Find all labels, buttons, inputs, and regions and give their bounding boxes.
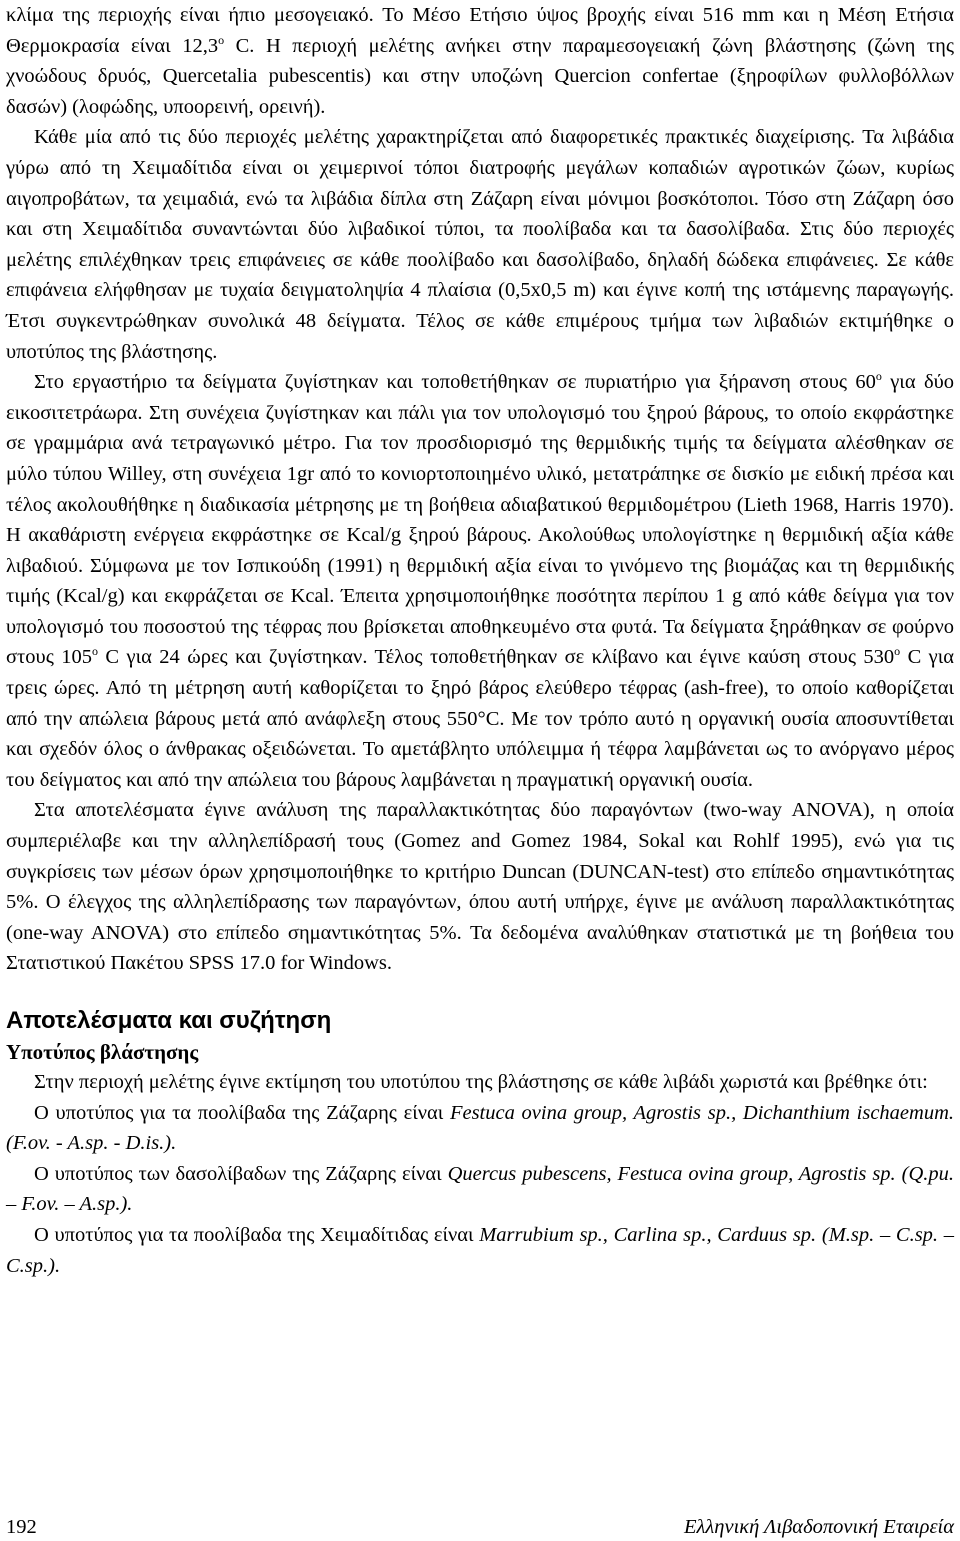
text: C για τρεις ώρες. Από τη μέτρηση αυτή καθορίζεται το ξηρό βάρος ελεύθερο τέφρας (ash-free), το οποίο καθορίζεται από την απώλεια βάρους μετά από ανάφλεξη στους 550°C. Με τον τρόπο αυτό η οργανική ουσία αποσυντίθεται και σχεδόν όλος ο άνθρακας οξειδώνεται. Το αμετάβλητο υπόλειμμα ή τέφρα λαμβάνεται ως το ανόργανο μέρος του δείγματος και από την απώλεια του βάρους λαμβάνεται η πραγματική οργανική ουσία. — [6, 646, 954, 791]
paragraph-results-intro: Στην περιοχή μελέτης έγινε εκτίμηση του υποτύπου της βλάστησης σε κάθε λιβάδι χωριστά και βρέθηκε ότι: — [34, 1071, 928, 1093]
degree-superscript: ο — [894, 644, 901, 659]
page-content — [6, 0, 954, 1281]
subtype-item — [6, 1220, 954, 1281]
text: C. Η περιοχή μελέτης ανήκει στην παραμεσογειακή ζώνη βλάστησης (ζώνη της χνοώδους δρυός, Quercetalia pubescentis) και στην υποζώνη Quercion confertae (ξηροφίλων φυλλοβόλλων δασών) (λοφώδης, υποορεινή, ορεινή). — [6, 34, 954, 118]
text: για δύο εικοσιτετράωρα. Στη συνέχεια ζυγίστηκαν και πάλι για τον υπολογισμό του ξηρού βάρους, το οποίο εκφράστηκε σε γραμμάρια ανά τετραγωνικό μέτρο. Για τον προσδιορισμό της θερμιδικής τιμής τα δείγματα αλέσθηκαν σε μύλο τύπου Willey, στη συνέχεια 1gr από το κονιορτοποιημένο υλικό, μετατράπηκε σε δισκίο με ειδική πρέσα και τέλος ακολουθήθηκε η διαδικασία μέτρησης με τη βοήθεια αδιαβατικού θερμιδομέτρου (Lieth 1968, Harris 1970). Η ακαθάριστη ενέργεια εκφράστηκε σε Kcal/g ξηρού βάρους. Ακολούθως υπολογίστηκε η θερμιδική αξία κάθε λιβαδιού. Σύμφωνα με τον Ισπικούδη (1991) η θερμιδική αξία είναι το γινόμενο της βιομάζας και τη θερμιδικής τιμής (Kcal/g) και εκφράζεται σε Kcal. Έπειτα χρησιμοποιήθηκε ποσότητα περίπου 1 g από κάθε δείγμα για τον υπολογισμό του ποσοστού της τέφρας που βρίσκεται αποθηκευμένο στα φυτά. Τα δείγματα ξηράθηκαν σε φούρνο στους 105 — [6, 371, 954, 669]
subtype-item — [6, 1098, 954, 1159]
text: Ο υποτύπος για τα ποολίβαδα της Χειμαδίτιδας είναι — [34, 1223, 480, 1246]
text: Ο υποτύπος για τα ποολίβαδα της Ζάζαρης είναι — [34, 1101, 450, 1124]
species-list: Festuca ovina group, Agrostis sp., Dichanthium ischaemum. (F.ov. - A.sp. - D.is.). — [6, 1101, 955, 1155]
text: Ο υποτύπος των δασολίβαδων της Ζάζαρης είναι — [34, 1162, 448, 1185]
section-gap — [6, 979, 954, 1005]
paragraph-management: Κάθε μία από τις δύο περιοχές μελέτης χαρακτηρίζεται από διαφορετικές πρακτικές διαχείρισης. Τα λιβάδια γύρω από τη Χειμαδίτιδα είναι οι χειμερινοί τόποι διατροφής μεγάλων κοπαδιών αγροτικών ζώων, κυρίως αιγοπροβάτων, τα χειμαδιά, ενώ τα λιβάδια δίπλα στη Ζάζαρη είναι μόνιμοι βοσκότοποι. Τόσο στη Ζάζαρη όσο και στη Χειμαδίτιδα συναντώνται δύο λιβαδικοί τύποι, τα ποολίβαδα και τα δασολίβαδα. Στις δύο περιοχές μελέτης επιλέχθηκαν τρεις επιφάνειες σε κάθε ποολίβαδο και δασολίβαδο, δηλαδή δώδεκα επιφάνειες. Σε κάθε επιφάνεια ελήφθησαν με τυχαία δειγματοληψία 4 πλαίσια (0,5x0,5 m) και έγινε κοπή της ιστάμενης παραγωγής. Έτσι συγκεντρώθηκαν συνολικά 48 δείγματα. Τέλος σε κάθε επιμέρους τμήμα των λιβαδιών εκτιμήθηκε ο υποτύπος της βλάστησης. — [6, 126, 954, 363]
text: C για 24 ώρες και ζυγίστηκαν. Τέλος τοποθετήθηκαν σε κλίβανο και έγινε καύση στους 530 — [98, 646, 895, 669]
paragraph-laboratory — [6, 367, 954, 795]
degree-superscript: ο — [875, 369, 882, 384]
subtype-item — [6, 1159, 954, 1220]
section-heading: Αποτελέσματα και συζήτηση — [6, 1007, 332, 1034]
text: κλίμα της περιοχής είναι ήπιο μεσογειακό. Το Μέσο Ετήσιο ύψος βροχής είναι 516 mm και η Μέση Ετήσια Θερμοκρασία είναι 12,3 — [6, 4, 954, 57]
paragraph-statistics: Στα αποτελέσματα έγινε ανάλυση της παραλλακτικότητας δύο παραγόντων (two-way ANOVA), η οποία συμπεριέλαβε και την αλληλεπίδρασή τους (Gomez and Gomez 1984, Sokal και Rohlf 1995), ενώ για τις συγκρίσεις των μέσων όρων χρησιμοποιήθηκε το κριτήριο Duncan (DUNCAN-test) στο επίπεδο σημαντικότητας 5%. Ο έλεγχος της αλληλεπίδρασης των παραγόντων, όπου αυτή υπήρχε, έγινε με ανάλυση παραλλακτικότητας (one-way ANOVA) στο επίπεδο σημαντικότητας 5%. Τα δεδομένα αναλύθηκαν στατιστικά με τη βοήθεια του Στατιστικού Πακέτου SPSS 17.0 for Windows. — [6, 799, 954, 975]
page-number: 192 — [6, 1516, 37, 1538]
species-list: Quercus pubescens, Festuca ovina group, Agrostis sp. (Q.pu. – F.ov. – A.sp.). — [6, 1162, 954, 1216]
degree-superscript: ο — [218, 32, 225, 47]
subsection-heading: Υποτύπος βλάστησης — [6, 1040, 199, 1064]
degree-superscript: ο — [92, 644, 98, 659]
species-list: Marrubium sp., Carlina sp., Carduus sp. (M.sp. – C.sp. –C.sp.). — [6, 1223, 954, 1277]
text: Στο εργαστήριο τα δείγματα ζυγίστηκαν και τοποθετήθηκαν σε πυριατήριο για ξήρανση στους 60 — [34, 371, 876, 394]
paragraph-climate — [6, 0, 954, 122]
footer-organization: Ελληνική Λιβαδοπονική Εταιρεία — [684, 1516, 954, 1538]
